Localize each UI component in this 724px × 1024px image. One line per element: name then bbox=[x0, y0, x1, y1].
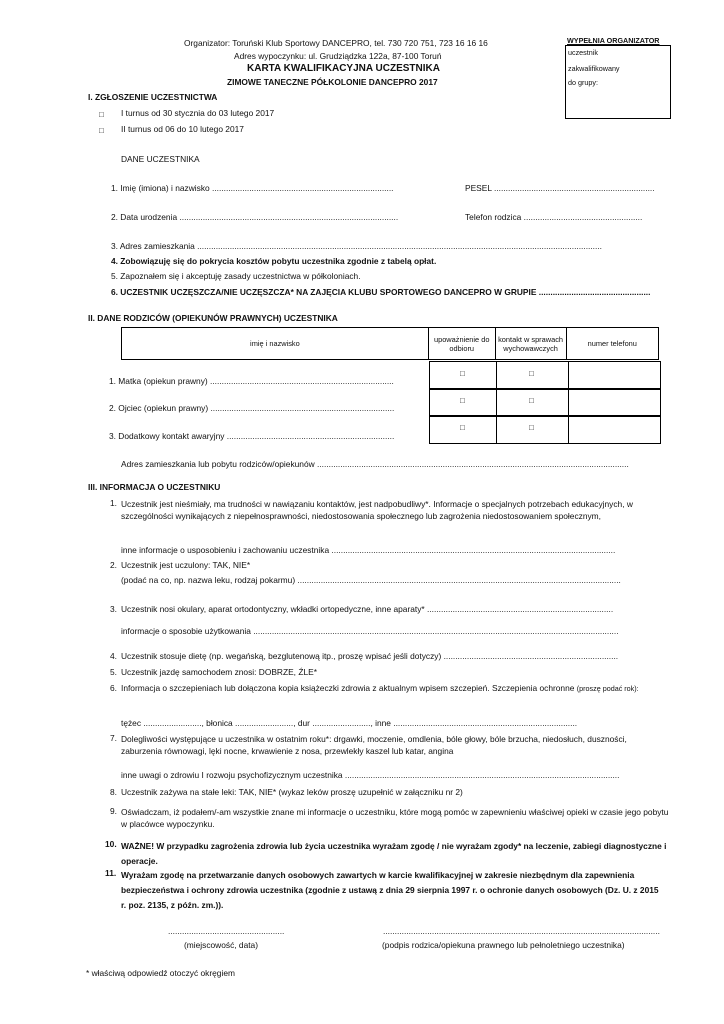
data-processing-consent: Wyrażam zgodę na przetwarzanie danych osobowych zawartych w karcie kwalifikacyjnej w zakresie niezbędnym dla zapewnienia bezpieczeństwa i ochrony zdrowia uczestnika (zgodnie z ustawą z dnia 29 sierpnia 1997 r. o ochronie danych osobowych (Dz. U. z 2015 r. poz. 2135, z późn. zm.)). bbox=[121, 870, 659, 910]
pesel-field[interactable]: PESEL ..................................................................... bbox=[465, 183, 655, 193]
signature-line[interactable]: ....................................................................................................................... bbox=[383, 926, 660, 936]
parent-phone-field[interactable]: Telefon rodzica ................................................... bbox=[465, 212, 643, 222]
temperament-info: Uczestnik jest nieśmiały, ma trudności w nawiązaniu kontaktów, jest nadpobudliwy*. Informacje o specjalnych potrzebach edukacyjnych, w szczególności wynikających z niepełnosprawności, niedostosowania społecznego lub zagrożenia niedostosowaniem społecznym, bbox=[121, 499, 633, 521]
vaccination-info bbox=[121, 683, 639, 693]
item-number: 2. bbox=[110, 560, 117, 570]
club-attendance-field[interactable]: 6. UCZESTNIK UCZĘSZCZA/NIE UCZĘSZCZA* NA ZAJĘCIA KLUBU SPORTOWEGO DANCEPRO W GRUPIE ................................................ bbox=[111, 287, 651, 297]
turn2-label: II turnus od 06 do 10 lutego 2017 bbox=[121, 124, 244, 134]
auth-checkbox[interactable]: □ bbox=[460, 423, 465, 432]
phone-cell[interactable] bbox=[568, 388, 661, 417]
home-address-field[interactable]: 3. Adres zamieszkania .............................................................................................................................................................................. bbox=[111, 241, 602, 251]
auth-cell bbox=[429, 388, 497, 417]
footnote: * właściwą odpowiedź otoczyć okręgiem bbox=[86, 968, 235, 978]
place-date-line[interactable]: .................................................. bbox=[168, 926, 285, 936]
item-number: 11. bbox=[105, 868, 117, 878]
allergy-details-field[interactable]: (podać na co, np. nazwa leku, rodzaj pokarmu) ........................................................................................................................................... bbox=[121, 575, 621, 585]
devices-field[interactable]: Uczestnik nosi okulary, aparat ortodontyczny, wkładki ortopedyczne, inne aparaty* ................................................................................ bbox=[121, 604, 614, 614]
item-number: 5. bbox=[110, 667, 117, 677]
medication-question: Uczestnik zażywa na stałe leki: TAK, NIE* (wykaz leków proszę uzupełnić w załączniku nr 2) bbox=[121, 787, 463, 797]
contact-cell bbox=[496, 415, 569, 444]
turn1-label: I turnus od 30 stycznia do 03 lutego 2017 bbox=[121, 108, 275, 118]
parents-table bbox=[121, 327, 659, 360]
behavior-info-field[interactable]: inne informacje o usposobieniu i zachowaniu uczestnika .......................................................................................................................... bbox=[121, 545, 616, 555]
parents-address-field[interactable]: Adres zamieszkania lub pobytu rodziców/opiekunów ...................................................................................................................................... bbox=[121, 459, 629, 469]
organizer-box bbox=[565, 45, 671, 119]
item-number: 10. bbox=[105, 839, 117, 849]
item-number: 9. bbox=[110, 806, 117, 816]
item-number: 8. bbox=[110, 787, 117, 797]
contact-cell bbox=[496, 361, 569, 390]
birthdate-field[interactable]: 2. Data urodzenia .............................................................................................. bbox=[111, 212, 399, 222]
emergency-contact-field[interactable]: 3. Dodatkowy kontakt awaryjny ........................................................................ bbox=[109, 431, 395, 441]
treatment-consent: WAŻNE! W przypadku zagrożenia zdrowia lub życia uczestnika wyrażam zgodę / nie wyrażam zgody* na leczenie, zabiegi diagnostyczne i operacje. bbox=[121, 841, 667, 866]
turn2-checkbox[interactable]: □ bbox=[99, 126, 104, 135]
vaccination-text: Informacja o szczepieniach lub dołączona kopia książeczki zdrowia z aktualnym wpisem szczepień. Szczepienia ochronne bbox=[121, 683, 575, 693]
vaccination-hint: (proszę podać rok): bbox=[576, 684, 639, 693]
turn1-checkbox[interactable]: □ bbox=[99, 110, 104, 119]
phone-cell[interactable] bbox=[568, 415, 661, 444]
cost-statement: 4. Zobowiązuję się do pokrycia kosztów pobytu uczestnika zgodnie z tabelą opłat. bbox=[111, 256, 437, 266]
organizer-line: Organizator: Toruński Klub Sportowy DANCEPRO, tel. 730 720 751, 723 16 16 16 bbox=[184, 38, 488, 48]
mother-field[interactable]: 1. Matka (opiekun prawny) ............................................................................... bbox=[109, 376, 394, 386]
organizer-box-line: zakwalifikowany bbox=[568, 64, 620, 73]
section3-title: III. INFORMACJA O UCZESTNIKU bbox=[88, 482, 221, 492]
col-name-header: imię i nazwisko bbox=[122, 328, 429, 360]
contact-checkbox[interactable]: □ bbox=[529, 369, 534, 378]
rules-statement: 5. Zapoznałem się i akceptuję zasady uczestnictwa w półkoloniach. bbox=[111, 271, 361, 281]
form-title: KARTA KWALIFIKACYJNA UCZESTNIKA bbox=[247, 63, 440, 74]
contact-checkbox[interactable]: □ bbox=[529, 423, 534, 432]
health-notes-field[interactable]: inne uwagi o zdrowiu I rozwoju psychofizycznym uczestnika ...................................................................................................................... bbox=[121, 770, 620, 780]
organizer-box-line: do grupy: bbox=[568, 78, 598, 87]
item-number: 6. bbox=[110, 683, 117, 693]
ailments-question: Dolegliwości występujące u uczestnika w ostatnim roku*: drgawki, moczenie, omdlenia, bóle głowy, bóle brzucha, niedosłuch, duszności, zaburzenia równowagi, lęki nocne, krwawienie z nosa, przewlekły kaszel lub katar, angina bbox=[121, 734, 627, 756]
participant-data-heading: DANE UCZESTNIKA bbox=[121, 154, 200, 164]
organizer-box-heading: WYPEŁNIA ORGANIZATOR bbox=[567, 36, 660, 45]
diet-field[interactable]: Uczestnik stosuje dietę (np. wegańską, bezglutenową itp., proszę wpisać jeśli dotyczy) ........................................................................... bbox=[121, 651, 619, 661]
allergy-question: Uczestnik jest uczulony: TAK, NIE* bbox=[121, 560, 251, 570]
section1-title: I. ZGŁOSZENIE UCZESTNICTWA bbox=[88, 92, 218, 102]
item-number: 4. bbox=[110, 651, 117, 661]
form-subtitle: ZIMOWE TANECZNE PÓŁKOLONIE DANCEPRO 2017 bbox=[227, 77, 438, 87]
section2-title: II. DANE RODZICÓW (OPIEKUNÓW PRAWNYCH) UCZESTNIKA bbox=[88, 313, 338, 323]
auth-cell bbox=[429, 415, 497, 444]
vaccination-years-field[interactable]: tężec ........................., błonica ........................., dur ........................., inne ............................................................................... bbox=[121, 718, 578, 728]
father-field[interactable]: 2. Ojciec (opiekun prawny) ............................................................................... bbox=[109, 403, 395, 413]
organizer-box-line: uczestnik bbox=[568, 48, 598, 57]
contact-cell bbox=[496, 388, 569, 417]
place-date-label: (miejscowość, data) bbox=[184, 940, 259, 950]
col-phone-header: numer telefonu bbox=[566, 328, 659, 360]
item-number: 1. bbox=[110, 498, 117, 508]
col-contact-header: kontakt w sprawach wychowawczych bbox=[495, 328, 566, 360]
devices-usage-field[interactable]: informacje o sposobie użytkowania ............................................................................................................................................................. bbox=[121, 626, 619, 636]
item-number: 3. bbox=[110, 604, 117, 614]
auth-checkbox[interactable]: □ bbox=[460, 396, 465, 405]
item-number: 7. bbox=[110, 733, 117, 743]
auth-checkbox[interactable]: □ bbox=[460, 369, 465, 378]
car-travel-question: Uczestnik jazdę samochodem znosi: DOBRZE, ŹLE* bbox=[121, 667, 317, 677]
contact-checkbox[interactable]: □ bbox=[529, 396, 534, 405]
auth-cell bbox=[429, 361, 497, 390]
address-line: Adres wypoczynku: ul. Grudziądzka 122a, 87-100 Toruń bbox=[234, 51, 442, 61]
signature-label: (podpis rodzica/opiekuna prawnego lub pełnoletniego uczestnika) bbox=[382, 940, 625, 950]
name-field[interactable]: 1. Imię (imiona) i nazwisko .............................................................................. bbox=[111, 183, 394, 193]
info-declaration: Oświadczam, iż podałem/-am wszystkie znane mi informacje o uczestniku, które mogą pomóc w zapewnieniu właściwej opieki w czasie jego pobytu w placówce wypoczynku. bbox=[121, 807, 669, 829]
phone-cell[interactable] bbox=[568, 361, 661, 390]
col-auth-header: upoważnienie do odbioru bbox=[428, 328, 495, 360]
